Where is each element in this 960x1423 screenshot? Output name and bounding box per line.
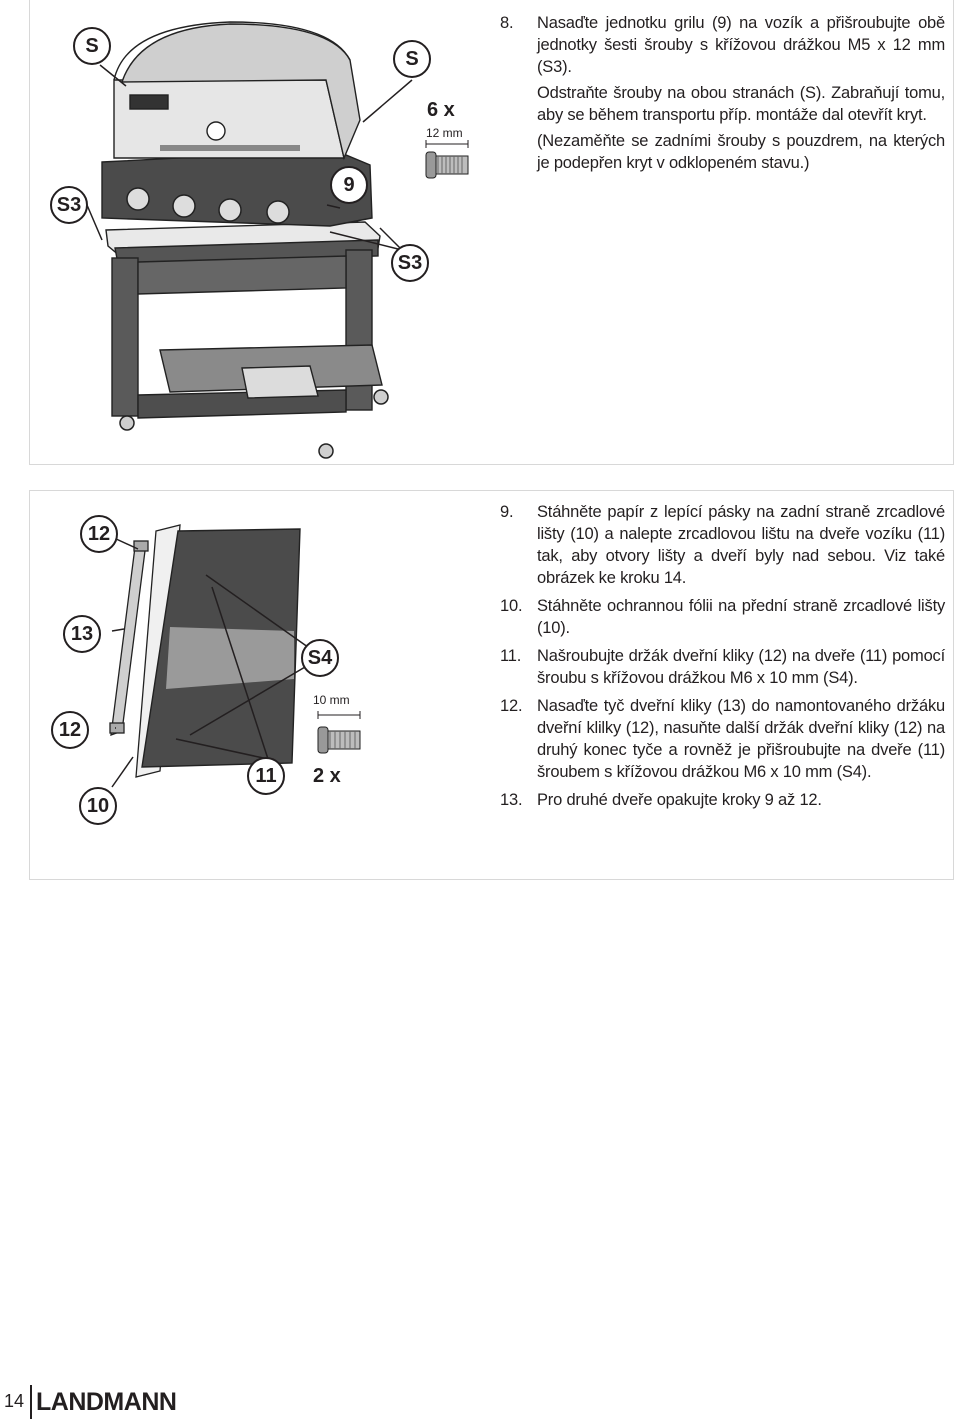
callout-10: 10 [79,787,117,825]
step-11 [500,645,945,689]
callout-s3-bottom: S3 [391,244,429,282]
page-number: 14 [4,1391,25,1411]
screw-icon [426,140,468,178]
callout-11: 11 [247,757,285,795]
step-9 [500,501,945,589]
step-number: 11. [500,647,522,665]
step-8-paragraph-1: Nasaďte jednotku grilu (9) na vozík a přišroubujte obě jednotky šesti šrouby s křížovou drážkou M5 x 12 mm (S3). [537,14,945,76]
grill-assembly-figure [30,0,490,464]
steps-9-13-list [500,501,945,817]
page-footer [0,1385,300,1415]
screw-size-label: 10 mm [313,693,350,707]
steps-9-13-panel [29,490,954,880]
step-number: 8. [500,14,514,32]
step-number: 12. [500,697,523,715]
screw-quantity-label: 6 x [427,99,455,121]
callout-12-bottom: 12 [51,711,89,749]
brand-logo: LANDMANN [36,1388,177,1416]
step-10 [500,595,945,639]
callout-13: 13 [63,615,101,653]
callout-s3-left: S3 [50,186,88,224]
door-handle-figure [30,491,490,879]
callout-12-top: 12 [80,515,118,553]
step-number: 13. [500,791,523,809]
screw-size-label: 12 mm [426,126,463,140]
step-12 [500,695,945,783]
callout-s4: S4 [301,639,339,677]
step-13 [500,789,945,811]
callout-s-right: S [393,40,431,78]
step-8-paragraph-3: (Nezaměňte se zadními šrouby s pouzdrem, na kterých je podepřen kryt v odklopeném stavu.) [537,132,945,172]
screw-icon [318,711,360,753]
step-8-list [500,12,945,180]
footer-divider [30,1385,32,1419]
step-text: Našroubujte držák dveřní kliky (12) na dveře (11) pomocí šroubu s křížovou drážkou M6 x 10 mm (S4). [537,647,945,687]
step-8 [500,12,945,174]
callout-9: 9 [330,166,368,204]
step-8-panel [29,0,954,465]
step-number: 10. [500,597,523,615]
step-text: Pro druhé dveře opakujte kroky 9 až 12. [537,791,822,809]
step-8-paragraph-2: Odstraňte šrouby na obou stranách (S). Zabraňují tomu, aby se během transportu příp. montáže dal otevřít kryt. [537,84,945,124]
screw-quantity-label: 2 x [313,765,341,787]
callout-s-left: S [73,27,111,65]
step-text: Stáhněte ochrannou fólii na přední straně zrcadlové lišty (10). [537,597,945,637]
step-text: Stáhněte papír z lepící pásky na zadní straně zrcadlové lišty (10) a nalepte zrcadlovou lištu na dveře vozíku (11) tak, aby otvory lišty a dveří byly nad sebou. Viz také obrázek ke kroku 14. [537,503,945,587]
step-text: Nasaďte tyč dveřní kliky (13) do namontovaného držáku dveřní klilky (12), nasuňte další držák dveřní kliky (12) na druhý konec tyče a rovněž je přišroubujte na dveře (11) šroubem s křížovou drážkou M6 x 10 mm (S4). [537,697,945,781]
step-number: 9. [500,503,514,521]
